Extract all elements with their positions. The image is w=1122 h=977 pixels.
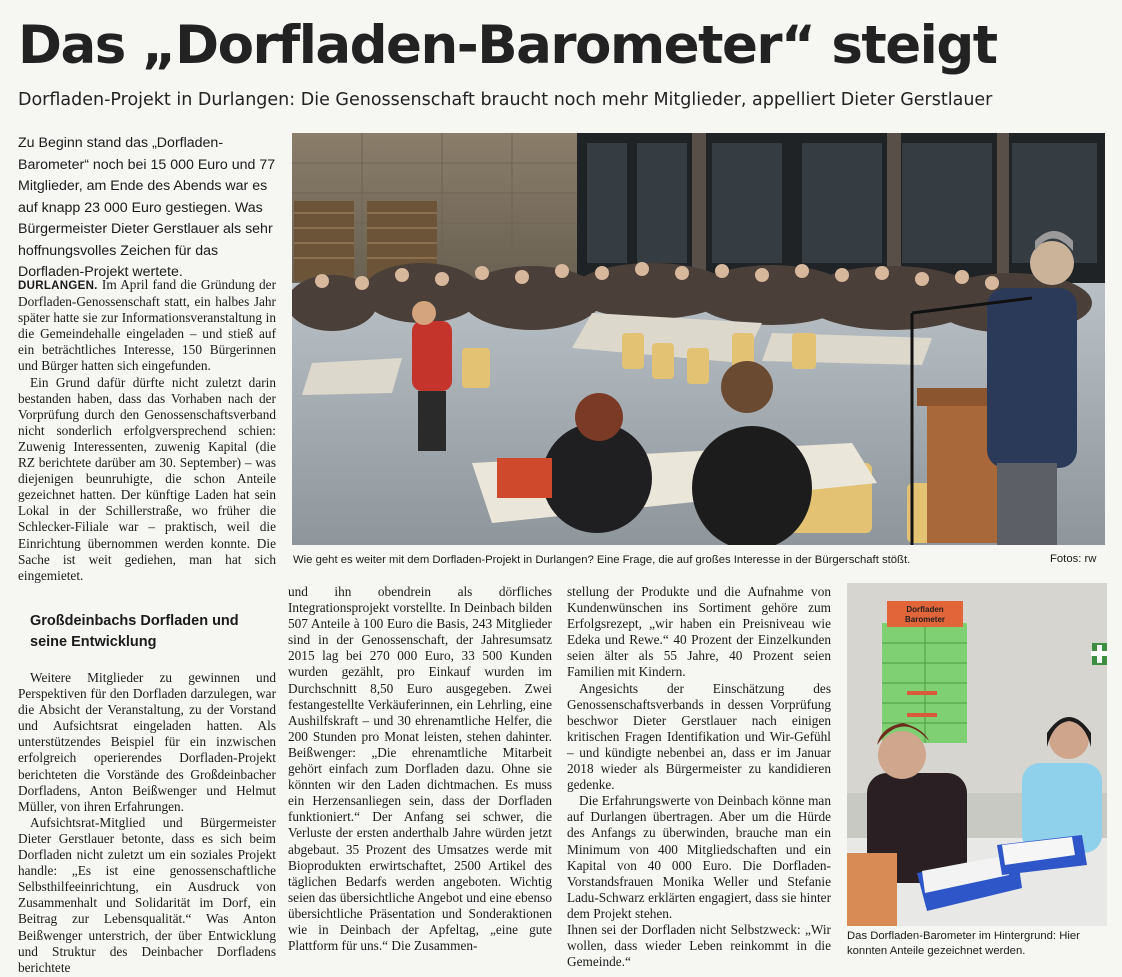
paragraph: und ihn obendrein als dörfliches Integrationsprojekt vorstellte. In Deinbach bilden 507 Anteile à 100 Euro die Basis, 243 Mitglieder sind in der Genossenschaft, der Jahresumsatz 2015 lag bei 270 000 Euro, 33 500 Kunden wurden gezählt, pro Einkauf wurden im Durchschnitt 8,50 Euro ausgegeben. Zwei festangestellte Verkäuferinnen, ein Lehrling, eine Aushilfskraft – und 30 ehrenamtliche Helfer, die 200 Stunden pro Monat leisten, stehen dahinter. Beißwenger: „Die ehrenamtliche Mitarbeit gehört einfach zum Dorfladen dazu. Ohne sie könnten wir den Laden dichtmachen. Es muss ein Herzensanliegen sein, dass der Dorfladen funktioniert.“ Der Anfang sei schwer, die Verluste der ersten anderthalb Jahre würden jetzt abgebaut. 35 Prozent des Umsatzes werde mit Bioprodukten erwirtschaftet, 2500 Artikel des täglichen Bedarfs werden angeboten. Wichtig seien das übersichtliche Angebot und eine ebenso übersichtliche Präsentation und Sonderaktionen wie in Deinbach der Apfeltag, „eine gute Plattform für uns.“ Die Zusammen-	[288, 584, 552, 954]
subheadline: Dorfladen-Projekt in Durlangen: Die Genossenschaft braucht noch mehr Mitglieder, appelliert Dieter Gerstlauer	[18, 90, 993, 110]
barometer-scene-image	[847, 583, 1107, 926]
paragraph: stellung der Produkte und die Aufnahme von Kundenwünschen ins Sortiment gehöre zum Erfolgsrezept, „wir haben ein Preisniveau wie Edeka und Rewe.“ 40 Prozent der Einzelkunden seien älter als 55 Jahre, 40 Prozent seien Familien mit Kindern.	[567, 584, 831, 680]
headline: Das „Dorfladen-Barometer“ steigt	[18, 15, 997, 76]
barometer-sign-line2: Barometer	[904, 615, 946, 624]
article-column-1	[18, 277, 276, 584]
lead-paragraph	[18, 133, 276, 284]
paragraph: Die Erfahrungswerte von Deinbach könne man auf Durlangen übertragen. Aber um die Hürde des Anfangs zu überwinden, brauche man ein Minimum von 400 Mitgliedschaften und ein Kapital von 40 000 Euro. Die Dorfladen-Vorstandsfrauen Monika Weller und Stefanie Ladu-Schwarz erklärten engagiert, dass sie hinter dem Projekt stehen.	[567, 793, 831, 921]
barometer-sign-line1: Dorfladen	[906, 605, 944, 614]
paragraph: Ein Grund dafür dürfte nicht zuletzt darin bestanden haben, dass das Vorhaben nach der Vorprüfung durch den Genossenschaftsverband nicht sonderlich erfolgversprechend schien: Zuwenig Interessenten, zuwenig Kapital (die RZ berichtete darüber am 30. September) – was diejenigen beunruhigte, die schon Anteile gezeichnet hatten. Der künftige Laden hat sein Lokal in der Schillerstraße, wo früher die Schlecker-Filiale war – praktisch, weil die Einrichtung übernommen werden konnte. Die Sache ist weit gediehen, man hat sich eingemietet.	[18, 374, 276, 583]
article-column-2	[288, 584, 552, 954]
lead-text: Zu Beginn stand das „Dorfladen-Barometer“ noch bei 15 000 Euro und 77 Mitglieder, am Ende des Abends war es auf knapp 23 000 Euro gestiegen. Was Bürgermeister Dieter Gerstlauer als sehr hoffnungsvolles Zeichen für das Dorfladen-Projekt wertete.	[18, 135, 276, 280]
main-photo	[292, 133, 1105, 545]
paragraph	[18, 277, 276, 375]
paragraph: Ihnen sei der Dorfladen nicht Selbstzweck: „Wir wollen, dass wieder Leben reinkommt in die Gemeinde.“	[567, 921, 831, 970]
article-column-3	[567, 584, 831, 970]
section-heading: Großdeinbachs Dorfladen und seine Entwicklung	[30, 613, 239, 650]
paragraph: Aufsichtsrat-Mitglied und Bürgermeister Dieter Gerstlauer betonte, dass es sich beim Dorfladen nicht zuletzt um ein soziales Projekt handle: „Es ist eine genossenschaftliche Selbsthilfeeinrichtung, ein Ausdruck von Zusammenhalt und Solidarität im Dorf, ein Beitrag zur Lebensqualität.“ Was Anton Beißwenger unterstrich, der über Entwicklung und Struktur des Deinbacher Dorfladens berichtete	[18, 814, 276, 975]
dateline: DURLANGEN.	[18, 280, 98, 292]
article-column-1b	[18, 670, 276, 976]
paragraph: Angesichts der Einschätzung des Genossenschaftsverbands in dessen Vorprüfung beschwor Dieter Gerstlauer nach einigen kritischen Fragen Identifikation und Wir-Gefühl – und kündigte nebenbei an, dass er im Januar 2018 wieder als Bürgermeister zu kandidieren gedenke.	[567, 680, 831, 793]
photo-credit: Fotos: rw	[1050, 553, 1097, 565]
paragraph: Weitere Mitglieder zu gewinnen und Perspektiven für den Dorfladen darzulegen, war die Absicht der Veranstaltung, zu der Vorstand und Aufsichtsrat eingeladen hatten. Als unterstützendes Beispiel für ein inzwischen erfolgreich operierendes Dorfladen-Projekt berichteten die Vorstände des Großdeinbacher Dorfladens, Anton Beißwenger und Helmut Müller, von ihren Erfahrungen.	[18, 670, 276, 814]
main-photo-caption: Wie geht es weiter mit dem Dorfladen-Projekt in Durlangen? Eine Frage, die auf großes Interesse in der Bürgerschaft stößt.	[293, 554, 911, 566]
barometer-photo	[847, 583, 1107, 926]
small-photo-caption: Das Dorfladen-Barometer im Hintergrund: Hier konnten Anteile gezeichnet werden.	[847, 930, 1080, 957]
hall-audience-image	[292, 133, 1105, 545]
paragraph-text: Im April fand die Gründung der Dorfladen-Genossenschaft statt, ein halbes Jahr später hatte sie zur Informationsveranstaltung in die Gemeindehalle eingeladen – und stieß auf ein beträchtliches Interesse, 150 Bürgerinnen und Bürger hatten sich eingefunden.	[18, 277, 276, 374]
